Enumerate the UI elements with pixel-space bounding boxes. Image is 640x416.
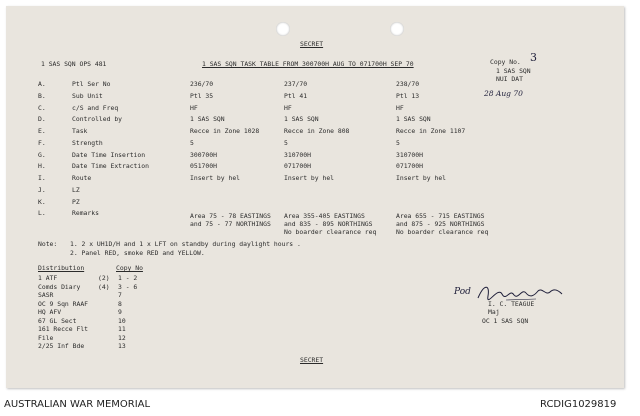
row-label: Date Time Extraction bbox=[72, 162, 149, 171]
dist-copy: 7 bbox=[118, 291, 122, 299]
dist-copy: 1 - 2 bbox=[118, 274, 138, 282]
dist-name: File bbox=[38, 333, 54, 342]
dist-copy: 12 bbox=[118, 333, 126, 342]
copy-label: Copy No. bbox=[490, 58, 521, 66]
dist-name: 67 GL Sect bbox=[38, 316, 77, 325]
row-value: 238/70 bbox=[396, 80, 420, 88]
dist-name: HQ AFV bbox=[38, 308, 62, 316]
remarks-line: and 75 - 77 NORTHINGS bbox=[190, 220, 271, 228]
row-label: c/S and Freq bbox=[72, 103, 119, 112]
date-handwritten: 28 Aug 70 bbox=[484, 89, 523, 98]
unit-heading: 1 SAS SQN bbox=[496, 67, 531, 75]
row-value: Ptl 35 bbox=[190, 91, 214, 100]
row-label: Strength bbox=[72, 138, 103, 147]
dist-name: 1 ATF bbox=[38, 274, 58, 282]
dist-name: OC 9 Sqn RAAF bbox=[38, 299, 89, 308]
dist-copy: 11 bbox=[118, 325, 126, 333]
row-value: 051700H bbox=[190, 162, 217, 171]
remarks-line: Area 75 - 78 EASTINGS bbox=[190, 212, 271, 220]
row-label: Ptl Ser No bbox=[72, 80, 111, 88]
dist-qty: (4) bbox=[98, 282, 110, 291]
footer-record-id: RCDIG1029819 bbox=[540, 399, 617, 410]
row-value: 5 bbox=[396, 138, 400, 147]
punch-hole-right bbox=[390, 22, 404, 36]
row-value: 310700H bbox=[284, 150, 311, 159]
row-label: Controlled by bbox=[72, 115, 123, 124]
row-letter: J. bbox=[38, 185, 46, 194]
row-value: 1 SAS SQN bbox=[284, 115, 319, 124]
remarks-line: No boarder clearance req bbox=[396, 228, 489, 236]
row-value: HF bbox=[284, 103, 292, 112]
archive-footer bbox=[0, 394, 640, 416]
note-line: 1. 2 x UH1D/H and 1 x LFT on standby during daylight hours . bbox=[70, 240, 301, 248]
signature-prefix: Pod bbox=[454, 287, 471, 297]
task-table-title: 1 SAS SQN TASK TABLE FROM 300700H AUG TO 071700H SEP 70 bbox=[202, 60, 414, 68]
row-value: Recce in Zone 808 bbox=[284, 127, 350, 135]
dist-copy: 10 bbox=[118, 316, 126, 325]
notes-label: Note: bbox=[38, 240, 58, 248]
row-value: HF bbox=[190, 103, 198, 112]
dist-name: 2/25 Inf Bde bbox=[38, 342, 85, 350]
row-value: Recce in Zone 1028 bbox=[190, 127, 260, 135]
distribution-header: Distribution bbox=[38, 264, 85, 272]
row-label: Date Time Insertion bbox=[72, 150, 146, 159]
signatory-rank: Maj bbox=[488, 308, 500, 316]
row-letter: H. bbox=[38, 162, 46, 171]
row-value: 5 bbox=[284, 138, 288, 147]
document-page bbox=[6, 6, 624, 388]
ops-reference: 1 SAS SQN OPS 481 bbox=[41, 60, 107, 68]
row-letter: K. bbox=[38, 197, 46, 206]
dist-copy: 9 bbox=[118, 308, 122, 316]
row-letter: L. bbox=[38, 209, 46, 218]
row-value: 1 SAS SQN bbox=[396, 115, 431, 124]
row-value: Recce in Zone 1107 bbox=[396, 127, 466, 135]
row-value: 071700H bbox=[284, 162, 311, 171]
dist-copy: 13 bbox=[118, 342, 126, 350]
signatory-name: I. C. TEAGUE bbox=[488, 300, 535, 308]
row-letter: A. bbox=[38, 80, 46, 88]
row-label: Remarks bbox=[72, 209, 99, 218]
remarks-line: and 875 - 925 NORTHINGS bbox=[396, 220, 485, 228]
dist-name: 161 Recce Flt bbox=[38, 325, 89, 333]
dist-copy: 3 - 6 bbox=[118, 282, 138, 291]
remarks-line: Area 655 - 715 EASTINGS bbox=[396, 212, 485, 220]
row-label: Task bbox=[72, 127, 88, 135]
row-letter: C. bbox=[38, 103, 46, 112]
dist-qty: (2) bbox=[98, 274, 110, 282]
row-value: Insert by hel bbox=[396, 174, 447, 182]
security-classification-bottom: SECRET bbox=[300, 356, 324, 364]
row-value: 1 SAS SQN bbox=[190, 115, 225, 124]
copy-number-handwritten: 3 bbox=[530, 51, 537, 64]
row-value: 5 bbox=[190, 138, 194, 147]
row-label: Sub Unit bbox=[72, 91, 103, 100]
row-value: Insert by hel bbox=[190, 174, 241, 182]
row-value: 236/70 bbox=[190, 80, 214, 88]
row-value: Insert by hel bbox=[284, 174, 335, 182]
note-line: 2. Panel RED, smoke RED and YELLOW. bbox=[70, 249, 205, 257]
row-label: Route bbox=[72, 174, 92, 182]
remarks-line: and 835 - 895 NORTHINGS bbox=[284, 220, 373, 228]
dist-name: SASR bbox=[38, 291, 54, 299]
row-letter: F. bbox=[38, 138, 46, 147]
row-value: 237/70 bbox=[284, 80, 308, 88]
dist-name: Comds Diary bbox=[38, 282, 81, 291]
row-value: 300700H bbox=[190, 150, 217, 159]
row-label: LZ bbox=[72, 185, 80, 194]
dist-copy: 8 bbox=[118, 299, 122, 308]
row-letter: G. bbox=[38, 150, 46, 159]
row-value: HF bbox=[396, 103, 404, 112]
row-label: PZ bbox=[72, 197, 80, 206]
security-classification-top: SECRET bbox=[300, 40, 324, 48]
row-value: Ptl 41 bbox=[284, 91, 308, 100]
footer-institution: AUSTRALIAN WAR MEMORIAL bbox=[4, 399, 151, 410]
row-value: 310700H bbox=[396, 150, 423, 159]
row-letter: I. bbox=[38, 174, 46, 182]
row-value: 071700H bbox=[396, 162, 423, 171]
signatory-role: OC 1 SAS SQN bbox=[482, 317, 529, 325]
punch-hole-left bbox=[276, 22, 290, 36]
remarks-line: No boarder clearance req bbox=[284, 228, 377, 236]
row-letter: B. bbox=[38, 91, 46, 100]
row-letter: E. bbox=[38, 127, 46, 135]
row-letter: D. bbox=[38, 115, 46, 124]
location-heading: NUI DAT bbox=[496, 75, 523, 83]
copy-no-header: Copy No bbox=[116, 264, 143, 272]
remarks-line: Area 355-405 EASTINGS bbox=[284, 212, 365, 220]
row-value: Ptl 13 bbox=[396, 91, 420, 100]
